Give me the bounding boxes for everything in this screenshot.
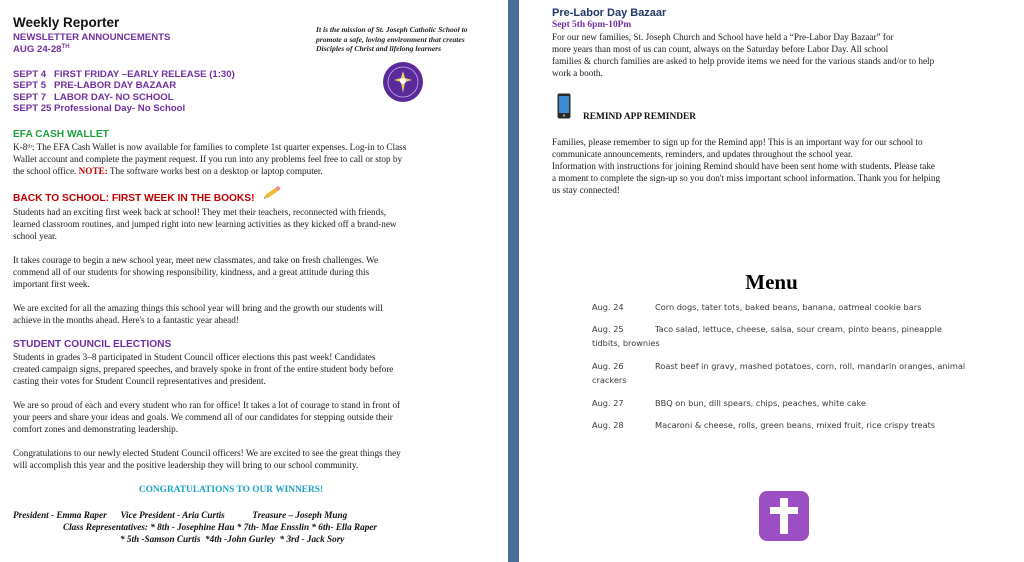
newsletter-subtitle: NEWSLETTER ANNOUNCEMENTS [13,32,171,43]
remind-paragraph [552,137,1022,197]
menu-date: Aug. 28 [592,420,624,430]
text-line: Families, please remember to sign up for the Remind app! This is an important way for our school to [552,137,923,147]
text-line: us stay connected! [552,184,620,195]
text-line: Students in grades 3–8 participated in Student Council officer elections this past week! Candidates [13,352,376,362]
text-line: will accomplish this year and the positive leadership they will bring to our school community. [13,459,359,470]
text-line: comfort zones and demonstrating leadership. [13,423,179,434]
date-item: SEPT 4 FIRST FRIDAY –EARLY RELEASE (1:30) [13,69,235,80]
text-line: Information with instructions for joining Remind should have been sent home with students. Please take [552,160,936,171]
text-line: your peers and share your ideas and goals. We commend all of our candidates for stepping outside their [13,411,393,422]
text-line: achieve in the months ahead. Here's to a fantastic year ahead! [13,314,239,325]
menu-date: Aug. 24 [592,302,624,312]
text-line: learned classroom routines, and jumped right into new learning activities as they kicked off a brand-new [13,218,397,229]
menu-row [592,359,992,387]
text-line: For our new families, St. Joseph Church and School have held a “Pre-Labor Day Bazaar” for [552,32,894,42]
menu-row [592,322,992,350]
menu-items: Roast beef in gravy, mashed potatoes, corn, roll, mandarin oranges, animal [655,361,966,371]
menu-row [592,300,992,314]
newsletter-page-left [0,0,508,562]
mobile-phone-icon [557,93,571,119]
back-to-school-paragraph-1 [13,207,505,243]
text-line: commend all of our students for showing responsibility, kindness, and a great attitude during this [13,266,370,277]
menu-date: Aug. 26 [592,361,624,371]
menu-items-continued: crackers [592,375,627,385]
date-range-text: AUG 24-28 [13,44,62,56]
council-paragraph-1 [13,352,505,388]
bazaar-time: Sept 5th 6pm-10Pm [552,20,632,30]
efa-line [13,166,505,178]
newsletter-title: Weekly Reporter [13,15,120,30]
winners-list [13,509,505,545]
winners-line: * 5th -Samson Curtis *4th -John Gurley * 3rd - Jack Sory [120,534,345,544]
menu-row [592,396,992,410]
menu-items: Corn dogs, tater tots, baked beans, banana, oatmeal cookie bars [655,302,922,312]
text-line: more years than most of us can count, always on the Saturday before Labor Day. All school [552,43,889,54]
back-to-school-paragraph-3 [13,303,505,327]
important-dates-list [13,69,235,114]
text-line: created campaign signs, prepared speeches, and bravely spoke in front of the entire student body before [13,363,394,374]
text-line: important first week. [13,278,90,289]
efa-text: The software works best on a desktop or laptop computer. [107,165,323,176]
newsletter-date-range [13,44,70,55]
back-heading-text: BACK TO SCHOOL: FIRST WEEK IN THE BOOKS! [13,193,255,204]
mission-line: Disciples of Christ and lifelong learners [316,44,442,53]
text-line: a moment to complete the sign-up so you don't miss important school information. Thank you for helping [552,172,941,183]
menu-items-continued: tidbits, brownies [592,338,660,348]
text-line: Students had an exciting first week back at school! They met their teachers, reconnected with friends, [13,207,387,217]
bazaar-heading: Pre-Labor Day Bazaar [552,7,667,19]
text-line: casting their votes for Student Council representatives and president. [13,375,266,386]
mission-line: promote a safe, loving environment that creates [316,34,465,44]
efa-line: K-8ᵗʰ: The EFA Cash Wallet is now available for families to complete 1st quarter expenses. Log-in to Class [13,142,407,152]
student-council-heading: STUDENT COUNCIL ELECTIONS [13,339,172,350]
text-line: communicate announcements, reminders, and updates throughout the school year. [552,148,853,159]
mission-statement [316,25,506,54]
council-paragraph-2 [13,400,505,436]
cross-icon [758,490,810,542]
menu-date: Aug. 25 [592,324,624,334]
efa-paragraph [13,142,505,178]
council-paragraph-3 [13,448,505,472]
date-item: SEPT 5 PRE-LABOR DAY BAZAAR [13,80,177,92]
newsletter-page-right [519,0,1024,562]
back-to-school-paragraph-2 [13,255,505,291]
text-line: Congratulations to our newly elected Student Council officers! We are excited to see the great things they [13,448,401,458]
remind-heading: REMIND APP REMINDER [583,112,697,122]
bazaar-paragraph [552,32,1022,80]
winners-line: Class Representatives: * 8th - Josephine Hau * 7th- Mae Ensslin * 6th- Ella Raper [63,522,377,532]
mission-line: It is the mission of St. Joseph Catholic School to [316,25,468,34]
efa-line: Wallet account and complete the payment request. If you run into any problems feel free to call or stop by [13,153,403,164]
efa-note-label: NOTE: [78,165,108,176]
menu-items: Macaroni & cheese, rolls, green beans, mixed fruit, rice crispy treats [655,420,936,430]
menu-items: Taco salad, lettuce, cheese, salsa, sour cream, pinto beans, pineapple [655,324,942,334]
winners-line: President - Emma Raper Vice President - Aria Curtis Treasure – Joseph Mung [13,510,348,520]
efa-text: the school office. [13,165,79,176]
date-item: SEPT 25 Professional Day- No School [13,102,186,114]
date-range-sup: TH [61,44,70,50]
text-line: It takes courage to begin a new school year, meet new classmates, and take on fresh challenges. We [13,255,379,265]
pencil-icon [262,183,284,201]
school-seal-logo [382,61,424,103]
efa-heading: EFA CASH WALLET [13,129,109,140]
menu-date: Aug. 27 [592,398,624,408]
menu-items: BBQ on bun, dill spears, chips, peaches, white cake [655,398,866,408]
text-line: We are so proud of each and every student who ran for office! It takes a lot of courage to stand in front of [13,400,401,410]
congratulations-banner: CONGRATULATIONS TO OUR WINNERS! [138,485,324,495]
back-to-school-heading [13,193,254,204]
text-line: We are excited for all the amazing things this school year will bring and the growth our students will [13,303,383,313]
date-item: SEPT 7 LABOR DAY- NO SCHOOL [13,91,174,103]
text-line: families & church families are asked to help provide items we need for the various stands and/or to help [552,55,935,66]
menu-title: Menu [745,270,798,294]
text-line: work a booth. [552,67,603,78]
text-line: school year. [13,230,57,241]
menu-row [592,418,992,432]
